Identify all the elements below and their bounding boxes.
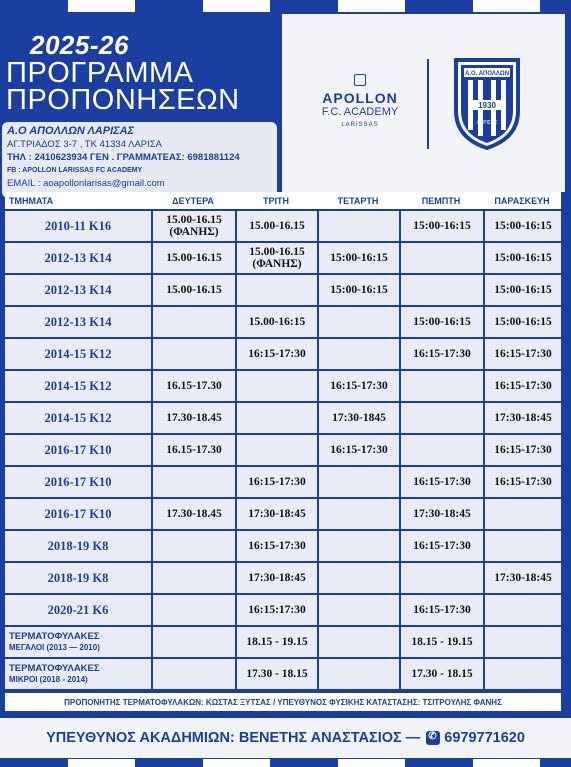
time-cell-mon: 17.30-18.45: [151, 403, 235, 433]
academy-name: APOLLON: [322, 90, 398, 106]
table-row: [5, 561, 561, 593]
time-cell-tue: 15.00-16.15 (ΦΑΝΗΣ): [235, 243, 317, 273]
time-cell-mon: 16.15-17.30: [151, 371, 235, 401]
logo-divider: [427, 59, 429, 149]
club-crest-icon: [452, 56, 522, 151]
table-row: [5, 273, 561, 305]
table-row: [5, 369, 561, 401]
page-title: [6, 57, 240, 116]
time-cell-mon: 15.00-16.15 (ΦΑΝΗΣ): [151, 211, 235, 241]
group-cell: 2018-19 K8: [5, 531, 151, 561]
footer-phone[interactable]: 6979771620: [444, 730, 525, 746]
time-cell-thu: [399, 243, 483, 273]
table-row: [5, 497, 561, 529]
table-row: [5, 593, 561, 625]
time-cell-thu: 16:15-17:30: [399, 595, 483, 625]
time-cell-wed: 15:00-16:15: [317, 243, 399, 273]
group-subtitle: ΜΕΓΑΛΟΙ (2013 — 2010): [9, 643, 100, 652]
time-cell-fri: [483, 499, 561, 529]
time-cell-mon: [151, 531, 235, 561]
time-cell-thu: 15:00-16:15: [399, 211, 483, 241]
contact-info: [2, 122, 277, 198]
time-cell-mon: 17.30-18.45: [151, 499, 235, 529]
header-groups: ΤΜΗΜΑΤΑ: [9, 195, 54, 206]
coaches-line: ΠΡΟΠΟΝΗΤΗΣ ΤΕΡΜΑΤΟΦΥΛΑΚΩΝ: ΚΩΣΤΑΣ ΞΥΤΣΑΣ / ΥΠΕΥΘΥΝΟΣ ΦΥΣΙΚΗΣ ΚΑΤΑΣΤΑΣΗΣ: ΤΣΙΤΡΟΥΛΗΣ ΦΑΝΗΣ: [5, 693, 561, 711]
group-cell: 2014-15 K12: [5, 403, 151, 433]
time-cell-thu: 17.30 - 18.15: [399, 659, 483, 689]
academy-logo: [300, 74, 420, 128]
time-cell-fri: 17:30-18:45: [483, 403, 561, 433]
org-name: Α.Ο ΑΠΟΛΛΩΝ ΛΑΡΙΣΑΣ: [7, 125, 135, 137]
email-line: EMAIL : aoapollonlarisas@gmail.com: [7, 178, 165, 189]
header-tuesday: ΤΡΙΤΗ: [263, 195, 289, 206]
time-cell-mon: 16.15-17.30: [151, 435, 235, 465]
facebook-line: FB : APOLLON LARISSAS FC ACADEMY: [7, 167, 143, 174]
time-cell-fri: 15:00-16:15: [483, 211, 561, 241]
group-cell: 2012-13 K14: [5, 243, 151, 273]
time-cell-mon: 15.00-16.15: [151, 275, 235, 305]
time-cell-fri: 16:15-17:30: [483, 339, 561, 369]
table-row: [5, 241, 561, 273]
time-cell-fri: [483, 595, 561, 625]
academy-subtitle: F.C. ACADEMY: [321, 106, 399, 118]
address: ΑΓ.ΤΡΙΑΔΟΣ 3-7 , ΤΚ 41334 ΛΑΡΙΣΑ: [7, 139, 162, 150]
time-cell-wed: [317, 531, 399, 561]
title-line-2: ΠΡΟΠΟΝΗΣΕΩΝ: [6, 84, 240, 116]
top-stripes: [0, 0, 571, 12]
time-cell-tue: [235, 403, 317, 433]
season-label: 2025-26: [30, 30, 129, 60]
crest-year: 1930: [478, 101, 496, 110]
time-cell-wed: [317, 467, 399, 497]
footer-text: ΥΠΕΥΘΥΝΟΣ ΑΚΑΔΗΜΙΩΝ: ΒΕΝΕΤΗΣ ΑΝΑΣΤΑΣΙΟΣ —: [46, 730, 421, 746]
time-cell-tue: 17.30 - 18.15: [235, 659, 317, 689]
time-cell-mon: 15.00-16.15: [151, 243, 235, 273]
time-cell-tue: 16:15-17:30: [235, 467, 317, 497]
time-cell-fri: [483, 531, 561, 561]
time-cell-fri: 15:00-16:15: [483, 243, 561, 273]
time-cell-thu: [399, 563, 483, 593]
time-cell-thu: [399, 371, 483, 401]
group-cell: 2014-15 K12: [5, 371, 151, 401]
header: [0, 12, 571, 192]
logo-panel: [282, 14, 565, 192]
group-subtitle: ΜΙΚΡΟΙ (2018 - 2014): [9, 675, 88, 684]
group-cell: 2014-15 K12: [5, 339, 151, 369]
header-monday: ΔΕΥΤΕΡΑ: [172, 195, 214, 206]
time-cell-tue: 16:15:17:30: [235, 595, 317, 625]
time-cell-thu: 16:15-17:30: [399, 531, 483, 561]
time-cell-fri: 16:15-17:30: [483, 435, 561, 465]
time-cell-wed: 15:00-16:15: [317, 275, 399, 305]
group-cell: 2016-17 K10: [5, 467, 151, 497]
header-friday: ΠΑΡΑΣΚΕΥΗ: [494, 195, 550, 206]
time-cell-mon: [151, 659, 235, 689]
table-row: [5, 433, 561, 465]
group-cell: 2016-17 K10: [5, 499, 151, 529]
crest-top-text: Α.Ο. ΑΠΟΛΛΩΝ: [464, 71, 510, 77]
time-cell-mon: [151, 307, 235, 337]
time-cell-tue: 16:15-17:30: [235, 531, 317, 561]
time-cell-tue: 15.00-16:15: [235, 307, 317, 337]
time-cell-thu: [399, 435, 483, 465]
time-cell-fri: 15:00-16:15: [483, 275, 561, 305]
time-cell-tue: [235, 275, 317, 305]
academy-city: LARISSAS: [341, 122, 379, 128]
crest-bottom-text: ΛΑΡΙΣΑΣ: [476, 120, 498, 126]
phone-icon: [426, 731, 440, 745]
group-cell: [5, 659, 151, 689]
time-cell-fri: 16:15-17:30: [483, 467, 561, 497]
table-row: [5, 337, 561, 369]
phone-line: ΤΗΛ : 2410623934 ΓΕΝ . ΓΡΑΜΜΑΤΕΑΣ: 6981881124: [7, 152, 240, 163]
time-cell-thu: [399, 403, 483, 433]
time-cell-tue: 16:15-17:30: [235, 339, 317, 369]
title-line-1: ΠΡΟΓΡΑΜΜΑ: [6, 57, 194, 89]
time-cell-mon: [151, 595, 235, 625]
bottom-stripes: [0, 759, 571, 767]
table-row: [5, 625, 561, 657]
time-cell-mon: [151, 627, 235, 657]
table-row: [5, 465, 561, 497]
header-wednesday: ΤΕΤΑΡΤΗ: [337, 195, 379, 206]
time-cell-tue: 15.00-16.15: [235, 211, 317, 241]
time-cell-tue: 18.15 - 19.15: [235, 627, 317, 657]
table-row: [5, 657, 561, 689]
time-cell-wed: 16:15-17:30: [317, 435, 399, 465]
table-row: [5, 529, 561, 561]
table-row: [5, 209, 561, 241]
time-cell-fri: [483, 659, 561, 689]
time-cell-mon: [151, 563, 235, 593]
time-cell-thu: 16:15-17:30: [399, 339, 483, 369]
time-cell-thu: 17:30-18:45: [399, 499, 483, 529]
table-row: [5, 305, 561, 337]
time-cell-fri: [483, 627, 561, 657]
time-cell-fri: 15:00-16:15: [483, 307, 561, 337]
time-cell-mon: [151, 467, 235, 497]
group-cell: 2020-21 K6: [5, 595, 151, 625]
time-cell-wed: [317, 627, 399, 657]
footer: [0, 718, 571, 758]
time-cell-fri: 16:15-17:30: [483, 371, 561, 401]
time-cell-wed: 17:30-1845: [317, 403, 399, 433]
time-cell-wed: [317, 339, 399, 369]
time-cell-thu: [399, 275, 483, 305]
time-cell-tue: [235, 371, 317, 401]
time-cell-wed: 16:15-17:30: [317, 371, 399, 401]
group-cell: 2010-11 K16: [5, 211, 151, 241]
time-cell-wed: [317, 499, 399, 529]
table-header: [5, 192, 561, 209]
time-cell-thu: 16:15-17:30: [399, 467, 483, 497]
group-name: ΤΕΡΜΑΤΟΦΥΛΑΚΕΣ: [9, 631, 100, 642]
group-cell: 2016-17 K10: [5, 435, 151, 465]
time-cell-wed: [317, 595, 399, 625]
group-name: ΤΕΡΜΑΤΟΦΥΛΑΚΕΣ: [9, 663, 100, 674]
time-cell-mon: [151, 339, 235, 369]
time-cell-thu: 18.15 - 19.15: [399, 627, 483, 657]
table-body: [5, 209, 561, 689]
schedule-table: [5, 192, 561, 689]
table-row: [5, 401, 561, 433]
group-cell: 2012-13 K14: [5, 307, 151, 337]
time-cell-tue: 17:30-18:45: [235, 499, 317, 529]
time-cell-wed: [317, 563, 399, 593]
time-cell-wed: [317, 659, 399, 689]
group-cell: 2018-19 K8: [5, 563, 151, 593]
time-cell-tue: 17:30-18:45: [235, 563, 317, 593]
time-cell-wed: [317, 211, 399, 241]
academy-emblem-icon: [354, 74, 366, 86]
group-cell: 2012-13 K14: [5, 275, 151, 305]
time-cell-fri: 17:30-18:45: [483, 563, 561, 593]
time-cell-tue: [235, 435, 317, 465]
header-thursday: ΠΕΜΠΤΗ: [421, 195, 461, 206]
time-cell-thu: 15:00-16:15: [399, 307, 483, 337]
time-cell-wed: [317, 307, 399, 337]
group-cell: [5, 627, 151, 657]
